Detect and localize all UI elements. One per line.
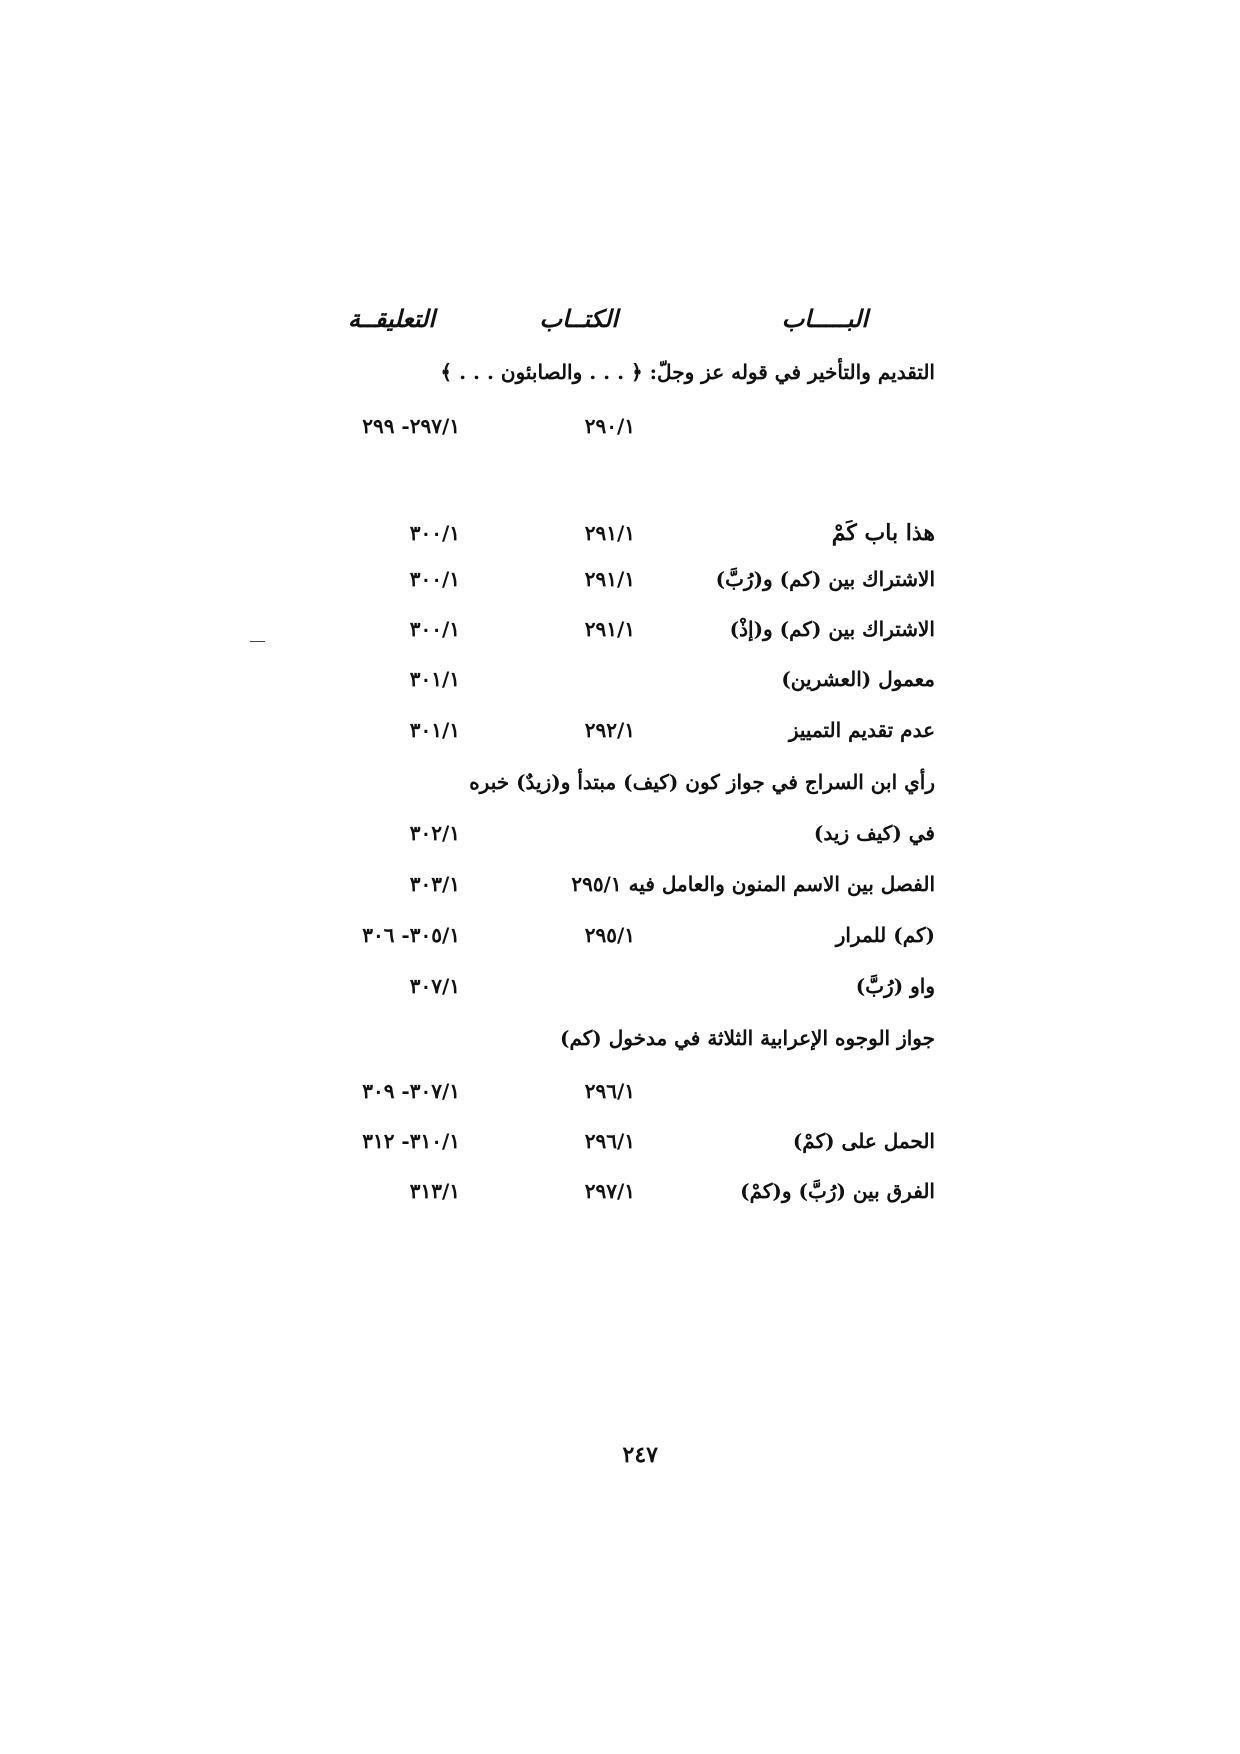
kitab-ref: ٢٩١/١ [584,617,635,641]
index-topic: الاشتراك بين (كم) و(رُبَّ) [715,567,935,591]
index-topic: واو (رُبَّ) [855,974,935,998]
index-topic: الفصل بين الاسم المنون والعامل فيه ٢٩٥/١ [571,872,935,896]
kitab-ref: ٢٩٥/١ [584,923,635,947]
taliqa-ref: ٣٠٧/١- ٣٠٩ [362,1079,460,1103]
kitab-ref: ٢٩٧/١ [584,1179,635,1203]
taliqa-ref: ٣٠١/١ [409,718,460,742]
index-topic: التقديم والتأخير في قوله عز وجلّ: ﴿ . . . والصابئون . . . ﴾ [440,360,935,384]
taliqa-ref: ٣٠٥/١- ٣٠٦ [362,923,460,947]
index-topic: في (كيف زيد) [813,821,935,845]
header-bab: البـــــاب [781,304,868,333]
index-topic: جواز الوجوه الإعرابية الثلاثة في مدخول (كم) [560,1026,935,1050]
margin-mark [250,641,265,642]
taliqa-ref: ٣٠٣/١ [409,872,460,896]
kitab-ref: ٢٩٦/١ [584,1079,635,1103]
kitab-ref: ٢٩٠/١ [584,414,635,438]
taliqa-ref: ٣١٠/١- ٣١٢ [362,1129,460,1153]
chapter-title: هذا باب كَمْ [831,520,935,546]
index-topic: الاشتراك بين (كم) و(إذْ) [729,617,935,641]
taliqa-ref: ٣٠٠/١ [409,617,460,641]
taliqa-ref: ٣٠٢/١ [409,821,460,845]
kitab-ref: ٢٩٢/١ [584,718,635,742]
index-topic: عدم تقديم التمييز [788,718,935,742]
index-topic: رأي ابن السراج في جواز كون (كيف) مبتدأ و(زيدٌ) خبره [469,770,935,794]
header-kitab: الكتــاب [539,304,618,333]
page-number: ٢٤٧ [622,1442,658,1468]
taliqa-ref: ٢٩٧/١- ٢٩٩ [362,414,460,438]
taliqa-ref: ٣٠٠/١ [409,521,460,545]
taliqa-ref: ٣١٣/١ [409,1179,460,1203]
taliqa-ref: ٣٠١/١ [409,667,460,691]
index-topic: الحمل على (كمْ) [792,1129,935,1153]
index-topic: (كم) للمرار [835,923,935,947]
taliqa-ref: ٣٠٠/١ [409,567,460,591]
index-topic: معمول (العشرين) [781,667,935,691]
kitab-ref: ٢٩١/١ [584,567,635,591]
kitab-ref: ٢٩٦/١ [584,1129,635,1153]
kitab-ref: ٢٩١/١ [584,521,635,545]
taliqa-ref: ٣٠٧/١ [409,974,460,998]
header-taliqa: التعليقــة [347,304,435,333]
index-topic: الفرق بين (رُبَّ) و(كمْ) [740,1179,935,1203]
